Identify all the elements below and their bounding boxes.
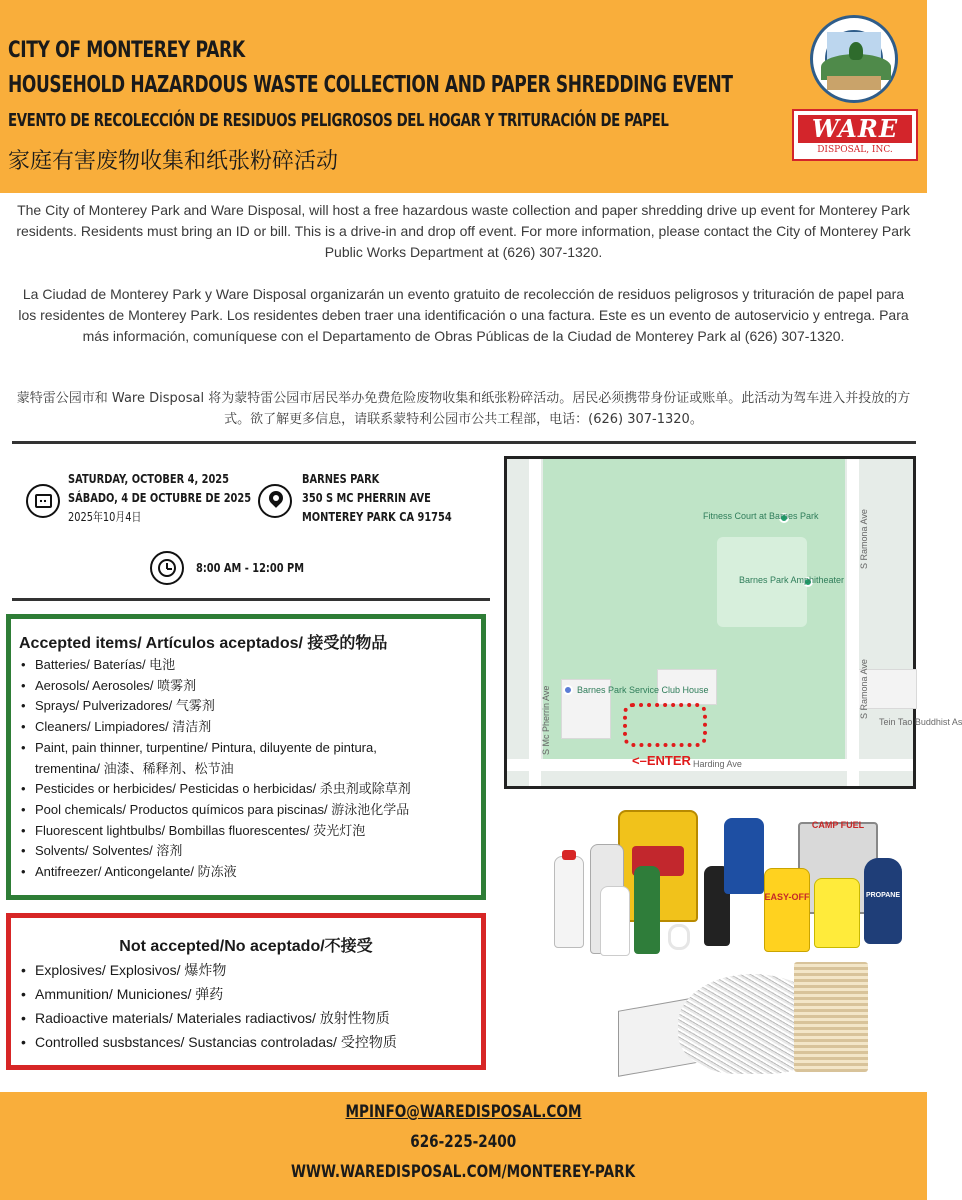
list-item-text: Paint, pain thinner, turpentine/ Pintura, diluyente de pintura, [35,739,377,755]
title-city: CITY OF MONTEREY PARK [8,38,245,63]
list-item: • Controlled susbstances/ Sustancias controladas/ 受控物质 [19,1030,397,1054]
list-item: • Batteries/ Baterías/ 电池 [19,655,411,676]
title-event-es: EVENTO DE RECOLECCIÓN DE RESIDUOS PELIGROSOS DEL HOGAR Y TRITURACIÓN DE PAPEL [8,110,669,131]
list-item [19,738,411,779]
fluorescent-bulb-icon [668,924,690,950]
map-label-clubhouse: Barnes Park Service Club House [577,685,709,695]
location-name: BARNES PARK [302,472,380,486]
list-item: • Sprays/ Pulverizadores/ 气雾剂 [19,696,411,717]
map-entry-route [623,703,707,747]
not-accepted-title: Not accepted/No aceptado/不接受 [119,938,373,955]
map-road [847,459,859,786]
ware-logo-sub: DISPOSAL, INC. [817,145,893,155]
map-street-harding: Harding Ave [693,759,742,769]
list-item: • Fluorescent lightbulbs/ Bombillas fluorescentes/ 荧光灯泡 [19,821,411,842]
city-seal-icon [810,15,898,103]
accepted-items-box [6,614,486,900]
list-item: • Solvents/ Solventes/ 溶剂 [19,841,411,862]
map-poi-marker [563,685,573,695]
accepted-items-title: Accepted items/ Artículos aceptados/ 接受的物品 [19,635,388,652]
easy-off-label: EASY-OFF [764,892,810,902]
calendar-icon [26,484,60,518]
cleaner-box-icon [600,886,630,956]
list-item: • Aerosols/ Aerosoles/ 喷雾剂 [19,676,411,697]
event-location [302,470,452,527]
location-street: 350 S MC PHERRIN AVE [302,491,431,505]
event-date-zh: 2025年10月4日 [68,510,142,524]
map-road [529,459,541,786]
list-item: • Radioactive materials/ Materiales radiactivos/ 放射性物质 [19,1006,397,1030]
aerosol-cap [562,850,576,860]
event-date-en: SATURDAY, OCTOBER 4, 2025 [68,472,230,486]
list-item-continuation: trementina/ 油漆、稀释剂、松节油 [35,760,234,776]
title-event-en: HOUSEHOLD HAZARDOUS WASTE COLLECTION AND PAPER SHREDDING EVENT [8,72,733,98]
footer-email-link[interactable]: MPINFO@WAREDISPOSAL.COM [345,1102,582,1122]
not-accepted-box [6,913,486,1070]
list-item: • Pool chemicals/ Productos químicos para piscinas/ 游泳池化学品 [19,800,411,821]
location-pin-icon [258,484,292,518]
accepted-items-list [19,655,411,883]
map-enter-label: <–ENTER [632,753,691,768]
propane-tank-icon [864,858,902,944]
intro-spanish: La Ciudad de Monterey Park y Ware Disposal organizarán un evento gratuito de recolección de residuos peligrosos y trituración de papel para los residentes de Monterey Park. Los residentes deben traer una identificación o una factura. Este es un evento de autoservicio y entrega. Para más información, comuníquese con el Departamento de Obras Públicas de la Ciudad de Monterey Park al (626) 307-1320. [18,286,909,344]
event-date [68,470,251,527]
green-aerosol-icon [634,866,660,954]
intro-chinese: 蒙特雷公园市和 Ware Disposal 将为蒙特雷公园市居民举办免费危险废物收集和纸张粉碎活动。居民必须携带身份证或账单。此活动为驾车进入并投放的方式。欲了解更多信息，请联系蒙特利公园市公共工程部，电话：(626) 307-1320。 [16,391,911,427]
map-label-temple: Tein Tao Buddhist As [879,717,962,727]
propane-label: PROPANE [865,892,901,899]
paper-stack-icon [794,962,868,1072]
camp-fuel-label: CAMP FUEL [811,820,865,830]
ware-disposal-logo [792,109,918,161]
map-street-mcpherrin: S Mc Pherrin Ave [541,685,551,755]
title-event-zh: 家庭有害废物收集和纸张粉碎活动 [8,149,339,174]
location-city: MONTEREY PARK CA 91754 [302,510,452,524]
map-label-fitness: Fitness Court at Barnes Park [703,511,819,521]
list-item: • Pesticides or herbicides/ Pesticidas o herbicidas/ 杀虫剂或除草剂 [19,779,411,800]
motor-oil-bottle-icon [724,818,764,894]
footer-banner [0,1092,927,1200]
footer-phone: 626-225-2400 [410,1132,517,1152]
map-street-ramona-upper: S Ramona Ave [859,509,869,569]
clock-icon [150,551,184,585]
map-label-amphitheater: Barnes Park Amphitheater [739,575,845,585]
list-item: • Cleaners/ Limpiadores/ 清洁剂 [19,717,411,738]
info-divider [12,598,490,601]
aerosol-can-icon [554,856,584,948]
ware-logo-word: WARE [811,114,899,143]
list-item: • Explosives/ Explosivos/ 爆炸物 [19,958,397,982]
not-accepted-list [19,958,397,1054]
intro-english: The City of Monterey Park and Ware Disposal, will host a free hazardous waste collection and paper shredding drive up event for Monterey Park residents. Residents must bring an ID or bill. This is a drive-in and drop off event. For more information, please contact the City of Monterey Park Public Works Department at (626) 307-1320. [16,202,911,260]
list-item: • Antifreezer/ Anticongelante/ 防冻液 [19,862,411,883]
hazardous-products-illustration [540,796,920,1096]
header-banner [0,0,927,193]
map-street-ramona-lower: S Ramona Ave [859,659,869,719]
event-time: 8:00 AM - 12:00 PM [196,561,304,575]
event-date-es: SÁBADO, 4 DE OCTUBRE DE 2025 [68,491,252,505]
location-map [504,456,962,789]
section-divider [12,441,916,444]
easy-off-bottle-icon [764,868,810,952]
weed-killer-bottle-icon [814,878,860,948]
list-item: • Ammunition/ Municiones/ 弹药 [19,982,397,1006]
footer-website-link[interactable]: WWW.WAREDISPOSAL.COM/MONTEREY-PARK [291,1162,636,1182]
